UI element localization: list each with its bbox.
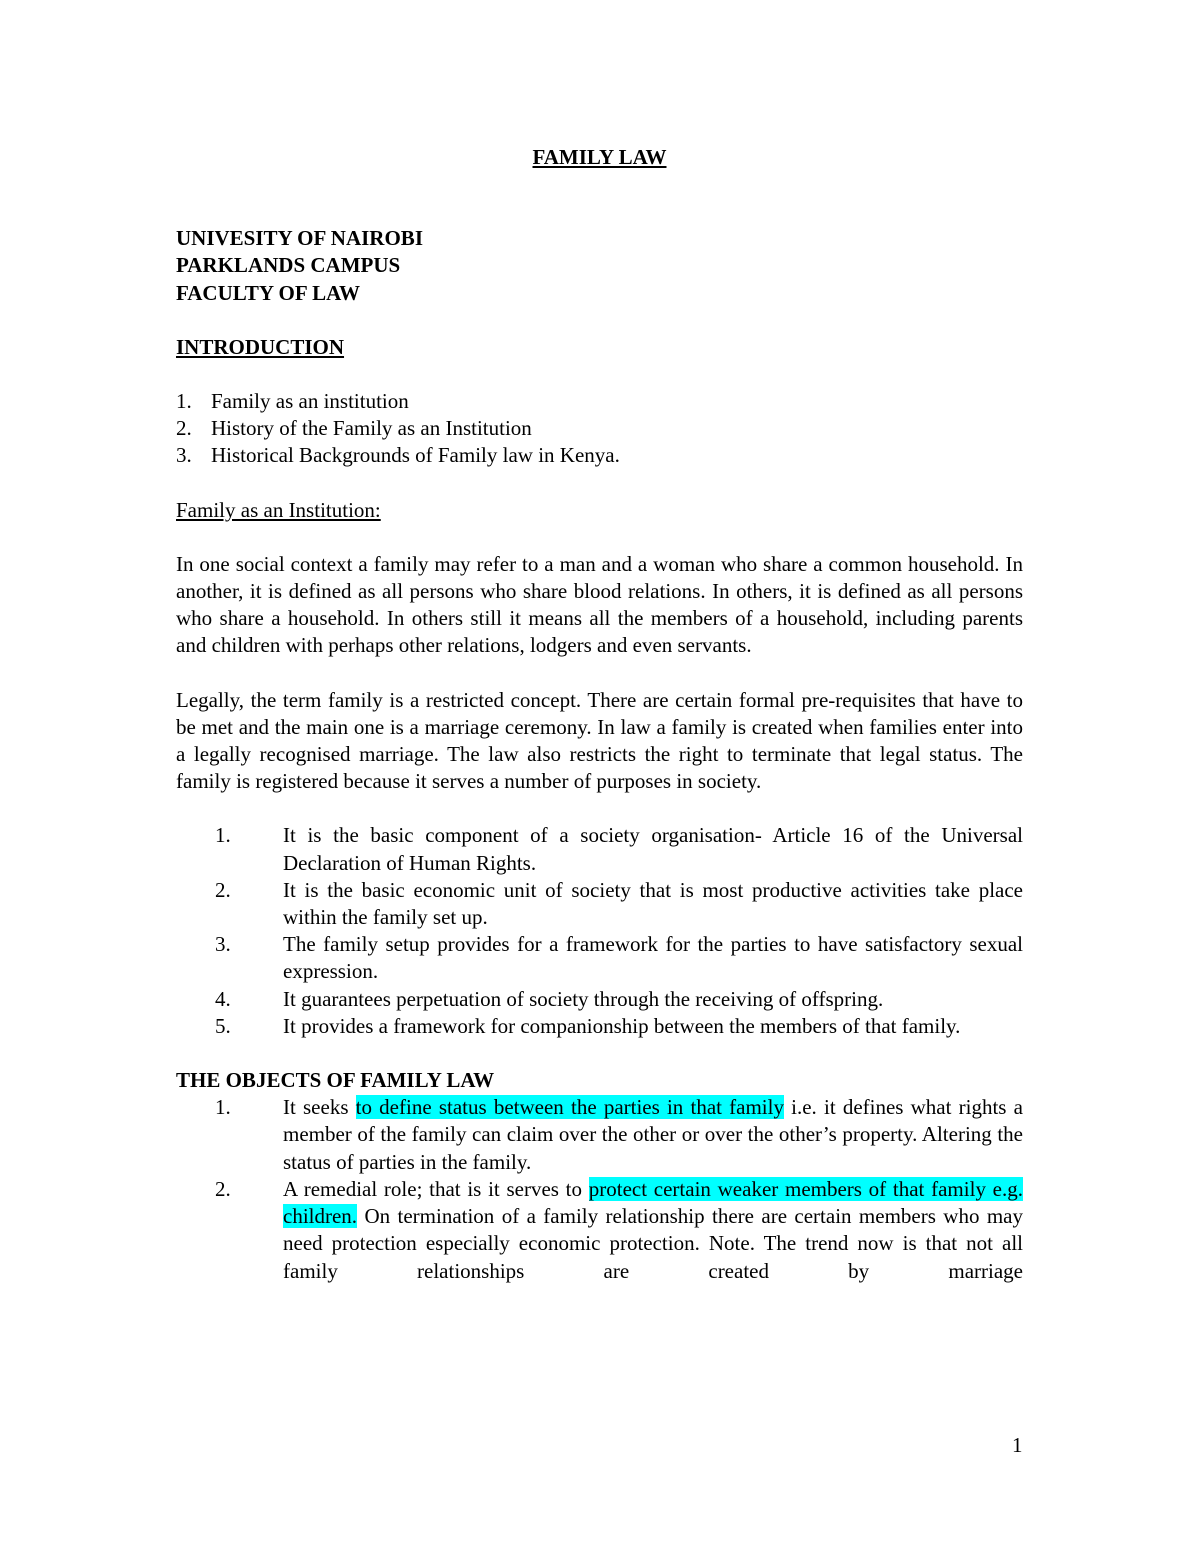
text-segment: i.e. it defines what rights a member of the family can claim over the other or over the other’s property. Altering the status of parties in the family.	[283, 1095, 1023, 1174]
list-item-text	[283, 1094, 1023, 1176]
page-content	[176, 144, 1023, 1285]
list-item	[176, 822, 1023, 876]
list-item-text: It is the basic economic unit of society that is most productive activities take place within the family set up.	[283, 877, 1023, 930]
list-item-number: 4.	[215, 986, 231, 1011]
list-item-number: 1.	[215, 1095, 231, 1120]
list-item-text: Family as an institution	[211, 389, 409, 414]
list-item-number: 2.	[176, 416, 192, 441]
list-item	[176, 1013, 1023, 1040]
introduction-heading: INTRODUCTION	[176, 334, 345, 359]
list-item-number: 1.	[176, 389, 192, 414]
document-title: FAMILY LAW	[532, 145, 667, 169]
list-item-text: It is the basic component of a society organisation- Article 16 of the Universal Declaration of Human Rights.	[283, 823, 1023, 875]
list-item-number: 1.	[215, 823, 231, 848]
list-item	[176, 415, 1023, 442]
highlighted-text: protect certain weaker members of that family e.g. children.	[283, 1176, 1023, 1229]
list-item-text: History of the Family as an Institution	[211, 416, 532, 441]
list-item-number: 2.	[215, 1176, 231, 1201]
list-item-number: 3.	[176, 443, 192, 468]
page-number: 1	[1012, 1433, 1023, 1457]
list-item-text: Historical Backgrounds of Family law in Kenya.	[211, 443, 620, 468]
list-item	[176, 388, 1023, 415]
paragraph-legal-concept: Legally, the term family is a restricted concept. There are certain formal pre-requisites that have to be met and the main one is a marriage ceremony. In law a family is created when families enter into a legally recognised marriage. The law also restricts the right to terminate that legal status. The family is registered because it serves a number of purposes in society.	[176, 687, 1023, 794]
objects-list	[176, 1094, 1023, 1284]
institution-line-2: PARKLANDS CAMPUS	[176, 253, 401, 278]
section-heading-family-institution: Family as an Institution:	[176, 497, 381, 522]
list-item-number: 5.	[215, 1013, 231, 1038]
list-item-text: It provides a framework for companionship between the members of that family.	[283, 1013, 961, 1038]
list-item-number: 3.	[215, 932, 231, 957]
list-item	[176, 1176, 1023, 1285]
institution-line-3: FACULTY OF LAW	[176, 280, 360, 305]
list-item-text	[283, 1176, 1023, 1285]
list-item-text: The family setup provides for a framework for the parties to have satisfactory sexual expression.	[283, 932, 1023, 984]
list-item-number: 2.	[215, 877, 231, 902]
list-item	[176, 986, 1023, 1013]
objects-heading: THE OBJECTS OF FAMILY LAW	[176, 1068, 495, 1093]
highlighted-text: to define status between the parties in that family	[355, 1095, 784, 1120]
list-item	[176, 1094, 1023, 1176]
list-item-text: It guarantees perpetuation of society through the receiving of offspring.	[283, 986, 884, 1011]
purposes-list	[176, 822, 1023, 1040]
text-segment: It seeks	[283, 1095, 356, 1120]
text-segment: A remedial role; that is it serves to	[283, 1176, 589, 1201]
introduction-list	[176, 388, 1023, 470]
institution-line-1: UNIVESITY OF NAIROBI	[176, 226, 423, 251]
paragraph-social-context: In one social context a family may refer to a man and a woman who share a common household. In another, it is defined as all persons who share blood relations. In others, it is defined as all persons who share a household. In others still it means all the members of a household, including parents and children with perhaps other relations, lodgers and even servants.	[176, 551, 1023, 658]
list-item	[176, 442, 1023, 469]
list-item	[176, 931, 1023, 985]
list-item	[176, 877, 1023, 931]
text-segment: On termination of a family relationship there are certain members who may need protection especially economic protection. Note. The trend now is that not all family relationships are created by marriage	[283, 1204, 1023, 1283]
